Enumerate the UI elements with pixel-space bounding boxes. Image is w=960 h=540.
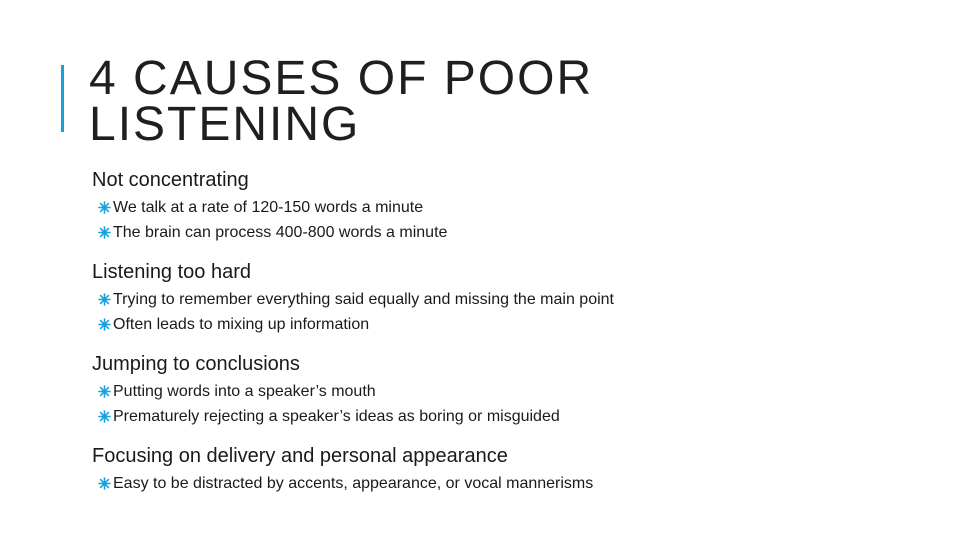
bullet-item [98, 404, 932, 429]
slide-title [89, 52, 889, 151]
starburst-icon [98, 226, 111, 239]
bullet-list [92, 471, 932, 496]
section-heading: Listening too hard [92, 261, 252, 283]
bullet-item [98, 287, 932, 312]
section-heading: Not concentrating [92, 169, 249, 191]
title-accent-bar [61, 65, 64, 132]
section [92, 259, 932, 337]
bullet-list [92, 287, 932, 337]
bullet-list [92, 379, 932, 429]
bullet-text: Trying to remember everything said equally and missing the main point [113, 291, 614, 308]
bullet-item [98, 312, 932, 337]
bullet-text: We talk at a rate of 120-150 words a minute [113, 199, 424, 216]
bullet-item [98, 220, 932, 245]
bullet-text: Easy to be distracted by accents, appearance, or vocal mannerisms [113, 475, 594, 492]
bullet-item [98, 195, 932, 220]
starburst-icon [98, 201, 111, 214]
slide-content [92, 167, 932, 510]
bullet-item [98, 471, 932, 496]
bullet-text: Often leads to mixing up information [113, 316, 370, 333]
starburst-icon [98, 293, 111, 306]
starburst-icon [98, 385, 111, 398]
starburst-icon [98, 410, 111, 423]
section [92, 167, 932, 245]
slide-title-line-2: LISTENING [89, 98, 361, 151]
bullet-text: Prematurely rejecting a speaker’s ideas as boring or misguided [113, 408, 560, 425]
section [92, 443, 932, 496]
bullet-list [92, 195, 932, 245]
section [92, 351, 932, 429]
slide-title-line-1: 4 CAUSES OF POOR [89, 52, 594, 105]
starburst-icon [98, 318, 111, 331]
section-heading: Jumping to conclusions [92, 353, 300, 375]
starburst-icon [98, 477, 111, 490]
bullet-text: Putting words into a speaker’s mouth [113, 383, 376, 400]
bullet-text: The brain can process 400-800 words a minute [113, 224, 448, 241]
section-heading: Focusing on delivery and personal appearance [92, 445, 508, 467]
bullet-item [98, 379, 932, 404]
